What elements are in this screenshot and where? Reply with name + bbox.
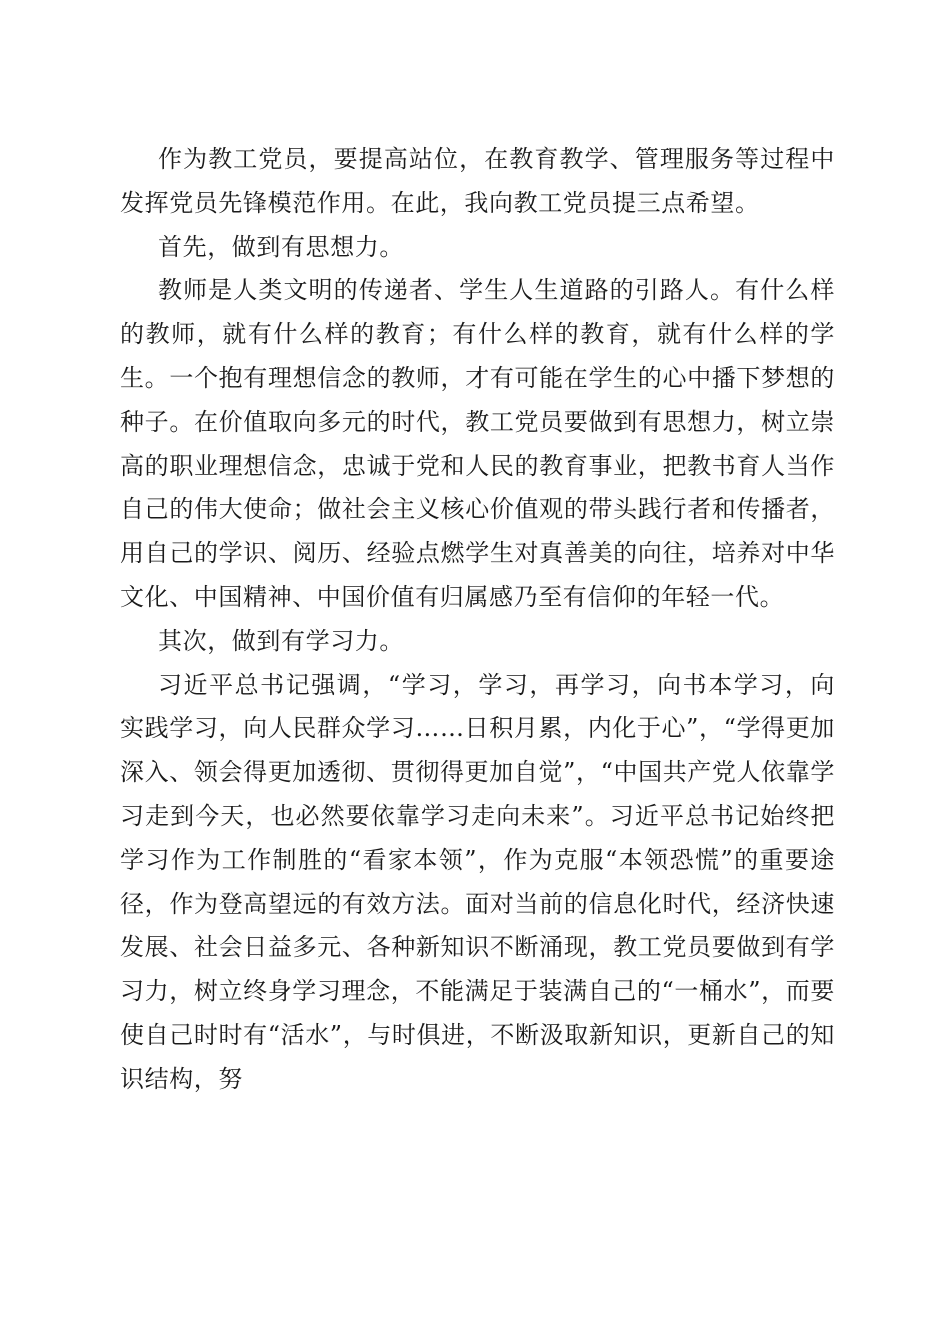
paragraph-second-point: 习近平总书记强调，“学习，学习，再学习，向书本学习，向实践学习，向人民群众学习……日积月累，内化于心”，“学得更加深入、领会得更加透彻、贯彻得更加自觉”，“中国共产党人依靠学习走到今天，也必然要依靠学习走向未来”。习近平总书记始终把学习作为工作制胜的“看家本领”，作为克服“本领恐慌”的重要途径，作为登高望远的有效方法。面对当前的信息化时代，经济快速发展、社会日益多元、各种新知识不断涌现，教工党员要做到有学习力，树立终身学习理念，不能满足于装满自己的“一桶水”，而要使自己时时有“活水”，与时俱进，不断汲取新知识，更新自己的知识结构，努 bbox=[120, 670, 835, 1093]
document-body bbox=[120, 138, 835, 1102]
heading-second-point: 其次，做到有学习力。 bbox=[158, 626, 404, 655]
heading-first-point: 首先，做到有思想力。 bbox=[158, 232, 404, 261]
paragraph-intro: 作为教工党员，要提高站位，在教育教学、管理服务等过程中发挥党员先锋模范作用。在此，我向教工党员提三点希望。 bbox=[120, 145, 835, 217]
paragraph-first-point: 教师是人类文明的传递者、学生人生道路的引路人。有什么样的教师，就有什么样的教育；有什么样的教育，就有什么样的学生。一个抱有理想信念的教师，才有可能在学生的心中播下梦想的种子。在价值取向多元的时代，教工党员要做到有思想力，树立崇高的职业理想信念，忠诚于党和人民的教育事业，把教书育人当作自己的伟大使命；做社会主义核心价值观的带头践行者和传播者，用自己的学识、阅历、经验点燃学生对真善美的向往，培养对中华文化、中国精神、中国价值有归属感乃至有信仰的年轻一代。 bbox=[120, 276, 835, 611]
